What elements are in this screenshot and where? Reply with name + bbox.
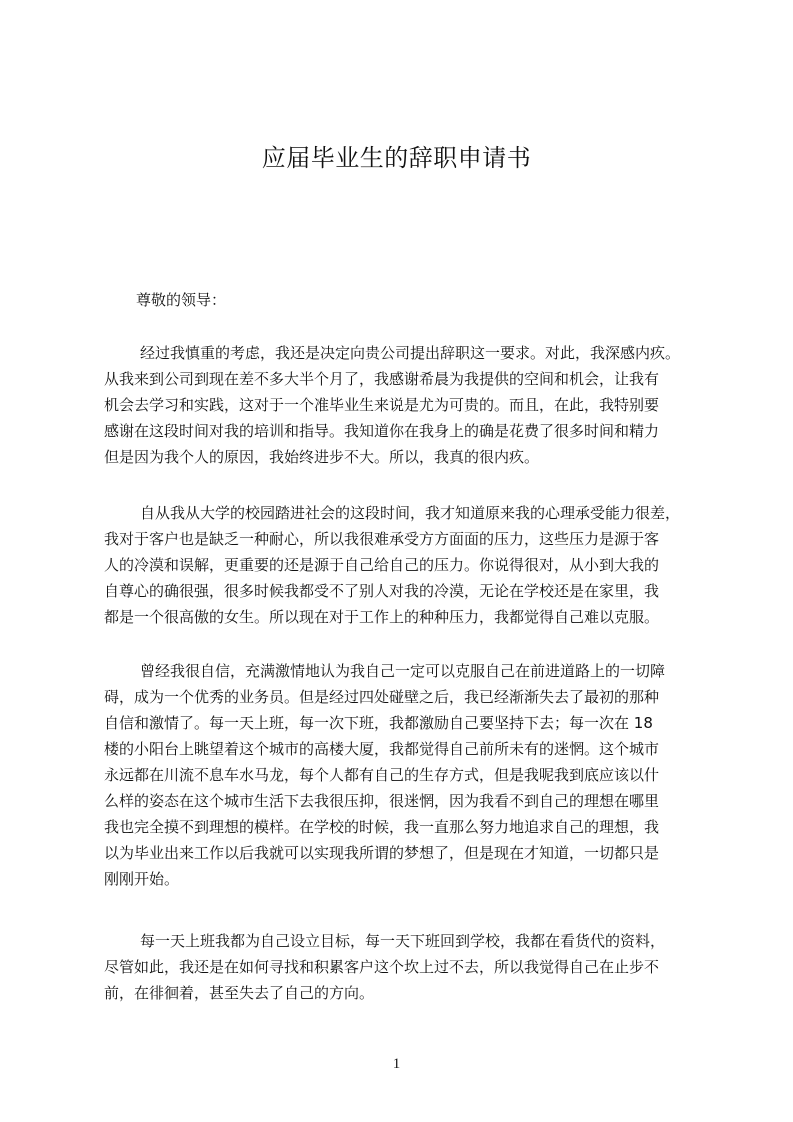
paragraph-2 bbox=[104, 500, 714, 630]
paragraph-line: 尽管如此，我还是在如何寻找和积累客户这个坎上过不去，所以我觉得自己在止步不 bbox=[104, 958, 660, 976]
paragraph-line: 么样的姿态在这个城市生活下去我很压抑，很迷惘，因为我看不到自己的理想在哪里 bbox=[104, 792, 660, 810]
paragraph-line: 碍，成为一个优秀的业务员。但是经过四处碰壁之后，我已经渐渐失去了最初的那种 bbox=[104, 688, 660, 706]
page-number: 1 bbox=[392, 1056, 401, 1072]
paragraph-line: 我也完全摸不到理想的模样。在学校的时候，我一直那么努力地追求自己的理想，我 bbox=[104, 818, 660, 836]
paragraph-line: 但是因为我个人的原因，我始终进步不大。所以，我真的很内疚。 bbox=[104, 448, 540, 466]
paragraph-4 bbox=[104, 928, 714, 1006]
paragraph-line: 以为毕业出来工作以后我就可以实现我所谓的梦想了，但是现在才知道，一切都只是 bbox=[104, 844, 660, 862]
paragraph-line: 从我来到公司到现在差不多大半个月了，我感谢希晨为我提供的空间和机会，让我有 bbox=[104, 370, 660, 388]
paragraph-line: 经过我慎重的考虑，我还是决定向贵公司提出辞职这一要求。对此，我深感内疚。 bbox=[140, 344, 681, 362]
paragraph-line: 我对于客户也是缺乏一种耐心，所以我很难承受方方面面的压力，这些压力是源于客 bbox=[104, 530, 660, 548]
paragraph-line: 自尊心的确很强，很多时候我都受不了别人对我的冷漠，无论在学校还是在家里，我 bbox=[104, 582, 660, 600]
paragraph-line: 都是一个很高傲的女生。所以现在对于工作上的种种压力，我都觉得自己难以克服。 bbox=[104, 608, 660, 626]
document-title: 应届毕业生的辞职申请书 bbox=[261, 144, 532, 172]
paragraph-line: 前，在徘徊着，甚至失去了自己的方向。 bbox=[104, 984, 375, 1002]
paragraph-line: 每一天上班我都为自己设立目标，每一天下班回到学校，我都在看货代的资料， bbox=[140, 932, 666, 950]
paragraph-line: 刚刚开始。 bbox=[104, 870, 180, 888]
paragraph-line: 感谢在这段时间对我的培训和指导。我知道你在我身上的确是花费了很多时间和精力 bbox=[104, 422, 660, 440]
paragraph-line: 机会去学习和实践，这对于一个准毕业生来说是尤为可贵的。而且，在此，我特别要 bbox=[104, 396, 660, 414]
paragraph-1 bbox=[104, 340, 714, 470]
paragraph-line: 楼的小阳台上眺望着这个城市的高楼大厦，我都觉得自己前所未有的迷惘。这个城市 bbox=[104, 740, 660, 758]
paragraph-line: 自从我从大学的校园踏进社会的这段时间，我才知道原来我的心理承受能力很差， bbox=[140, 504, 681, 522]
paragraph-line: 永远都在川流不息车水马龙，每个人都有自己的生存方式，但是我呢我到底应该以什 bbox=[104, 766, 660, 784]
salutation: 尊敬的领导： bbox=[136, 291, 227, 309]
paragraph-line: 自信和激情了。每一天上班，每一次下班，我都激励自己要坚持下去；每一次在 18 bbox=[104, 714, 653, 732]
paragraph-3 bbox=[104, 658, 714, 892]
paragraph-line: 人的冷漠和误解，更重要的还是源于自己给自己的压力。你说得很对，从小到大我的 bbox=[104, 556, 660, 574]
paragraph-line: 曾经我很自信，充满激情地认为我自己一定可以克服自己在前进道路上的一切障 bbox=[140, 662, 666, 680]
